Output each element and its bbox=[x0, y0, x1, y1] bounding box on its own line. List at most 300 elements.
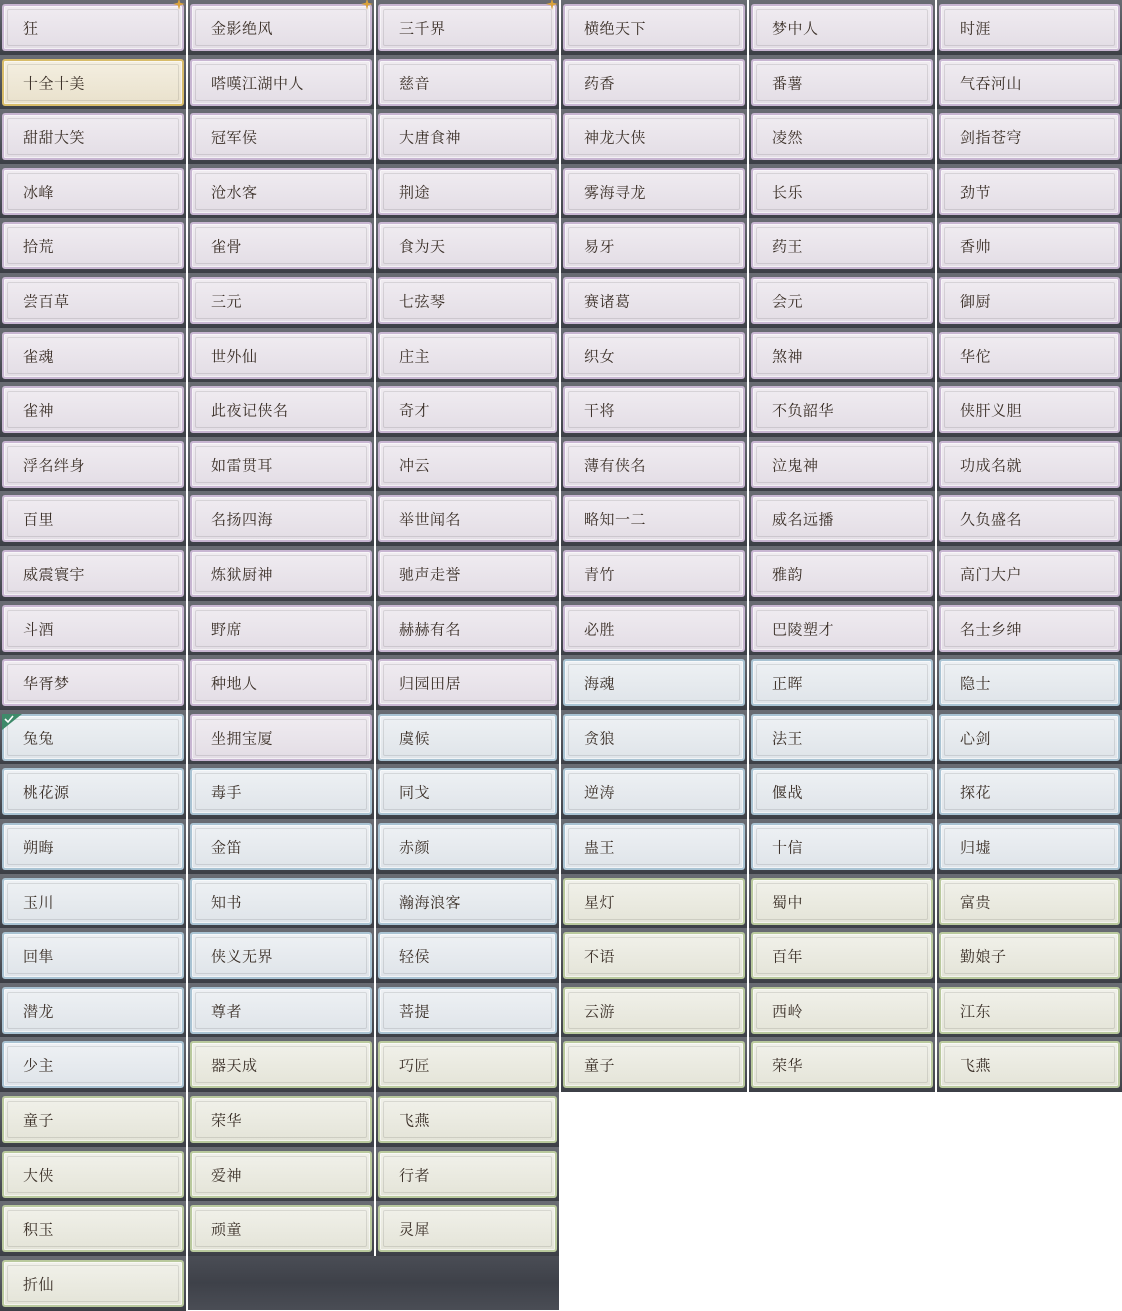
title-button[interactable] bbox=[751, 768, 933, 815]
title-button[interactable] bbox=[190, 550, 372, 597]
title-cell bbox=[937, 0, 1122, 55]
title-cell bbox=[188, 710, 374, 765]
title-label: 世外仙 bbox=[211, 347, 258, 365]
title-button[interactable] bbox=[751, 113, 933, 160]
title-button[interactable] bbox=[563, 987, 745, 1034]
title-button[interactable] bbox=[751, 605, 933, 652]
title-label: 童子 bbox=[584, 1056, 616, 1074]
title-label: 逆涛 bbox=[584, 783, 616, 801]
title-button[interactable] bbox=[378, 768, 557, 815]
title-button[interactable] bbox=[939, 878, 1120, 925]
title-button[interactable] bbox=[2, 113, 184, 160]
title-label: 奇才 bbox=[399, 401, 431, 419]
title-label: 百里 bbox=[23, 510, 55, 528]
title-button[interactable] bbox=[939, 4, 1120, 51]
title-cell bbox=[376, 819, 559, 874]
title-cell bbox=[188, 437, 374, 492]
title-cell bbox=[749, 928, 935, 983]
title-cell bbox=[749, 0, 935, 55]
title-label: 威震寰宇 bbox=[23, 565, 86, 583]
title-cell bbox=[0, 273, 186, 328]
title-button[interactable] bbox=[378, 1205, 557, 1252]
title-label: 兔兔 bbox=[23, 729, 55, 747]
title-button[interactable] bbox=[563, 605, 745, 652]
title-button[interactable] bbox=[563, 386, 745, 433]
title-cell bbox=[749, 710, 935, 765]
title-button[interactable] bbox=[378, 168, 557, 215]
title-cell bbox=[561, 1037, 747, 1092]
title-button[interactable] bbox=[2, 59, 184, 106]
title-label: 侠义无界 bbox=[211, 947, 274, 965]
title-label: 横绝天下 bbox=[584, 19, 647, 37]
title-button[interactable] bbox=[378, 222, 557, 269]
title-button[interactable] bbox=[190, 987, 372, 1034]
title-button[interactable] bbox=[2, 1041, 184, 1088]
title-button[interactable] bbox=[2, 932, 184, 979]
title-button[interactable] bbox=[939, 332, 1120, 379]
title-cell bbox=[376, 764, 559, 819]
title-label: 浮名绊身 bbox=[23, 456, 86, 474]
title-button[interactable] bbox=[751, 332, 933, 379]
title-button[interactable] bbox=[939, 768, 1120, 815]
title-cell bbox=[376, 1092, 559, 1147]
title-button[interactable] bbox=[751, 4, 933, 51]
title-label: 灵犀 bbox=[399, 1220, 431, 1238]
title-cell bbox=[937, 109, 1122, 164]
title-label: 嗒嘆江湖中人 bbox=[211, 74, 305, 92]
title-button[interactable] bbox=[751, 714, 933, 761]
title-label: 七弦琴 bbox=[399, 292, 446, 310]
title-button[interactable] bbox=[2, 168, 184, 215]
title-label: 归墟 bbox=[960, 838, 992, 856]
title-button[interactable] bbox=[751, 823, 933, 870]
title-cell bbox=[561, 382, 747, 437]
title-button[interactable] bbox=[939, 823, 1120, 870]
title-button[interactable] bbox=[563, 332, 745, 379]
title-button[interactable] bbox=[190, 59, 372, 106]
title-label: 高门大户 bbox=[960, 565, 1023, 583]
title-cell bbox=[188, 819, 374, 874]
title-button[interactable] bbox=[190, 659, 372, 706]
title-button[interactable] bbox=[939, 113, 1120, 160]
title-cell bbox=[376, 328, 559, 383]
title-label: 坐拥宝厦 bbox=[211, 729, 274, 747]
title-cell bbox=[188, 928, 374, 983]
title-button[interactable] bbox=[190, 768, 372, 815]
title-cell bbox=[188, 164, 374, 219]
title-label: 赤颜 bbox=[399, 838, 431, 856]
title-label: 雀魂 bbox=[23, 347, 55, 365]
title-label: 行者 bbox=[399, 1166, 431, 1184]
title-button[interactable] bbox=[378, 878, 557, 925]
title-label: 药王 bbox=[772, 237, 804, 255]
title-cell bbox=[376, 109, 559, 164]
title-button[interactable] bbox=[563, 932, 745, 979]
title-label: 剑指苍穹 bbox=[960, 128, 1023, 146]
title-cell bbox=[188, 218, 374, 273]
title-label: 青竹 bbox=[584, 565, 616, 583]
title-label: 凌然 bbox=[772, 128, 804, 146]
title-cell bbox=[561, 874, 747, 929]
title-button[interactable] bbox=[2, 605, 184, 652]
title-button[interactable] bbox=[190, 605, 372, 652]
title-button[interactable] bbox=[939, 987, 1120, 1034]
title-button[interactable] bbox=[378, 113, 557, 160]
title-cell bbox=[376, 491, 559, 546]
title-cell bbox=[749, 655, 935, 710]
title-cell bbox=[0, 109, 186, 164]
title-button[interactable] bbox=[378, 1151, 557, 1198]
title-label: 云游 bbox=[584, 1002, 616, 1020]
title-button[interactable] bbox=[190, 1205, 372, 1252]
title-button[interactable] bbox=[190, 332, 372, 379]
title-label: 荣华 bbox=[211, 1111, 243, 1129]
title-button[interactable] bbox=[190, 1041, 372, 1088]
title-button[interactable] bbox=[563, 495, 745, 542]
empty-slot-background bbox=[188, 1256, 559, 1310]
title-button[interactable] bbox=[563, 714, 745, 761]
title-cell bbox=[0, 601, 186, 656]
title-button[interactable] bbox=[2, 987, 184, 1034]
title-cell bbox=[0, 0, 186, 55]
title-label: 大侠 bbox=[23, 1166, 55, 1184]
title-cell bbox=[188, 109, 374, 164]
title-cell bbox=[376, 164, 559, 219]
title-label: 赛诸葛 bbox=[584, 292, 631, 310]
title-cell bbox=[749, 819, 935, 874]
title-cell bbox=[0, 1201, 186, 1256]
title-label: 知书 bbox=[211, 893, 243, 911]
title-button[interactable] bbox=[2, 441, 184, 488]
star-icon bbox=[546, 0, 558, 10]
title-cell bbox=[749, 55, 935, 110]
title-cell bbox=[749, 491, 935, 546]
title-label: 回隼 bbox=[23, 947, 55, 965]
title-button[interactable] bbox=[190, 386, 372, 433]
title-button[interactable] bbox=[751, 932, 933, 979]
title-label: 积玉 bbox=[23, 1220, 55, 1238]
title-label: 百年 bbox=[772, 947, 804, 965]
title-button[interactable] bbox=[2, 277, 184, 324]
title-label: 干将 bbox=[584, 401, 616, 419]
title-label: 名士乡绅 bbox=[960, 620, 1023, 638]
title-button[interactable] bbox=[2, 550, 184, 597]
title-cell bbox=[937, 273, 1122, 328]
title-button[interactable] bbox=[563, 1041, 745, 1088]
title-button[interactable] bbox=[751, 168, 933, 215]
title-label: 尝百草 bbox=[23, 292, 70, 310]
title-label: 偃战 bbox=[772, 783, 804, 801]
title-button[interactable] bbox=[751, 222, 933, 269]
title-label: 神龙大侠 bbox=[584, 128, 647, 146]
title-label: 煞神 bbox=[772, 347, 804, 365]
title-button[interactable] bbox=[563, 550, 745, 597]
title-label: 食为天 bbox=[399, 237, 446, 255]
title-cell bbox=[561, 328, 747, 383]
title-button[interactable] bbox=[563, 4, 745, 51]
title-cell bbox=[937, 655, 1122, 710]
title-button[interactable] bbox=[2, 659, 184, 706]
title-button[interactable] bbox=[939, 386, 1120, 433]
title-button[interactable] bbox=[378, 714, 557, 761]
title-button[interactable] bbox=[378, 659, 557, 706]
title-button[interactable] bbox=[2, 1151, 184, 1198]
title-button[interactable] bbox=[378, 550, 557, 597]
title-button[interactable] bbox=[2, 1260, 184, 1307]
title-button[interactable] bbox=[2, 714, 184, 761]
title-button[interactable] bbox=[190, 113, 372, 160]
title-label: 久负盛名 bbox=[960, 510, 1023, 528]
title-cell bbox=[188, 1037, 374, 1092]
title-button[interactable] bbox=[939, 277, 1120, 324]
title-label: 雅韵 bbox=[772, 565, 804, 583]
title-cell bbox=[937, 382, 1122, 437]
title-cell bbox=[561, 764, 747, 819]
title-button[interactable] bbox=[190, 441, 372, 488]
title-cell bbox=[188, 55, 374, 110]
title-cell bbox=[561, 819, 747, 874]
title-cell bbox=[188, 1201, 374, 1256]
title-label: 庄主 bbox=[399, 347, 431, 365]
title-cell bbox=[749, 601, 935, 656]
title-button[interactable] bbox=[563, 168, 745, 215]
title-button[interactable] bbox=[2, 768, 184, 815]
title-label: 不语 bbox=[584, 947, 616, 965]
title-cell bbox=[0, 382, 186, 437]
title-cell bbox=[561, 164, 747, 219]
title-label: 玉川 bbox=[23, 893, 55, 911]
title-cell bbox=[376, 382, 559, 437]
title-button[interactable] bbox=[378, 605, 557, 652]
title-button[interactable] bbox=[190, 168, 372, 215]
title-button[interactable] bbox=[190, 714, 372, 761]
title-label: 冲云 bbox=[399, 456, 431, 474]
title-cell bbox=[749, 546, 935, 601]
title-button[interactable] bbox=[378, 332, 557, 379]
title-cell bbox=[937, 874, 1122, 929]
title-button[interactable] bbox=[190, 823, 372, 870]
title-label: 十全十美 bbox=[23, 74, 86, 92]
title-label: 长乐 bbox=[772, 183, 804, 201]
title-cell bbox=[0, 164, 186, 219]
title-button[interactable] bbox=[939, 1041, 1120, 1088]
title-cell bbox=[188, 491, 374, 546]
title-button[interactable] bbox=[563, 222, 745, 269]
title-button[interactable] bbox=[378, 495, 557, 542]
title-button[interactable] bbox=[751, 386, 933, 433]
title-label: 野席 bbox=[211, 620, 243, 638]
title-button[interactable] bbox=[563, 59, 745, 106]
title-label: 潜龙 bbox=[23, 1002, 55, 1020]
title-button[interactable] bbox=[939, 441, 1120, 488]
title-label: 冠军侯 bbox=[211, 128, 258, 146]
title-label: 药香 bbox=[584, 74, 616, 92]
title-cell bbox=[937, 1037, 1122, 1092]
title-button[interactable] bbox=[563, 659, 745, 706]
title-cell bbox=[561, 655, 747, 710]
title-cell bbox=[376, 1201, 559, 1256]
title-button[interactable] bbox=[378, 4, 557, 51]
title-label: 略知一二 bbox=[584, 510, 647, 528]
title-label: 器天成 bbox=[211, 1056, 258, 1074]
title-label: 斗酒 bbox=[23, 620, 55, 638]
title-label: 金影绝风 bbox=[211, 19, 274, 37]
title-button[interactable] bbox=[190, 878, 372, 925]
title-label: 举世闻名 bbox=[399, 510, 462, 528]
title-cell bbox=[0, 764, 186, 819]
title-label: 香帅 bbox=[960, 237, 992, 255]
title-label: 劲节 bbox=[960, 183, 992, 201]
title-cell bbox=[749, 164, 935, 219]
title-cell bbox=[561, 928, 747, 983]
title-button[interactable] bbox=[378, 932, 557, 979]
title-label: 桃花源 bbox=[23, 783, 70, 801]
title-button[interactable] bbox=[751, 1041, 933, 1088]
title-cell bbox=[376, 218, 559, 273]
title-button[interactable] bbox=[939, 932, 1120, 979]
title-button[interactable] bbox=[939, 168, 1120, 215]
title-cell bbox=[937, 437, 1122, 492]
title-label: 朔晦 bbox=[23, 838, 55, 856]
title-button[interactable] bbox=[2, 823, 184, 870]
title-label: 飞燕 bbox=[960, 1056, 992, 1074]
title-label: 贪狼 bbox=[584, 729, 616, 747]
title-button[interactable] bbox=[939, 495, 1120, 542]
title-cell bbox=[0, 1147, 186, 1202]
title-button[interactable] bbox=[378, 277, 557, 324]
title-button[interactable] bbox=[751, 441, 933, 488]
title-button[interactable] bbox=[378, 1096, 557, 1143]
title-button[interactable] bbox=[939, 714, 1120, 761]
title-cell bbox=[376, 928, 559, 983]
title-label: 瀚海浪客 bbox=[399, 893, 462, 911]
title-cell bbox=[376, 655, 559, 710]
title-cell bbox=[188, 655, 374, 710]
title-label: 必胜 bbox=[584, 620, 616, 638]
title-cell bbox=[0, 1256, 186, 1311]
title-label: 勤娘子 bbox=[960, 947, 1007, 965]
title-button[interactable] bbox=[378, 823, 557, 870]
title-cell bbox=[188, 874, 374, 929]
title-label: 江东 bbox=[960, 1002, 992, 1020]
title-cell bbox=[0, 1037, 186, 1092]
title-cell bbox=[188, 983, 374, 1038]
title-cell bbox=[188, 764, 374, 819]
title-label: 拾荒 bbox=[23, 237, 55, 255]
title-button[interactable] bbox=[751, 495, 933, 542]
title-button[interactable] bbox=[2, 332, 184, 379]
title-button[interactable] bbox=[939, 550, 1120, 597]
title-label: 菩提 bbox=[399, 1002, 431, 1020]
title-label: 织女 bbox=[584, 347, 616, 365]
title-label: 同戈 bbox=[399, 783, 431, 801]
title-button[interactable] bbox=[563, 878, 745, 925]
title-cell bbox=[188, 0, 374, 55]
title-label: 尊者 bbox=[211, 1002, 243, 1020]
title-cell bbox=[561, 546, 747, 601]
title-button[interactable] bbox=[939, 59, 1120, 106]
title-button[interactable] bbox=[190, 932, 372, 979]
title-button[interactable] bbox=[190, 222, 372, 269]
title-button[interactable] bbox=[2, 495, 184, 542]
title-button[interactable] bbox=[190, 495, 372, 542]
title-button[interactable] bbox=[751, 277, 933, 324]
title-label: 心剑 bbox=[960, 729, 992, 747]
title-button[interactable] bbox=[563, 441, 745, 488]
title-cell bbox=[561, 0, 747, 55]
title-button[interactable] bbox=[190, 1151, 372, 1198]
title-cell bbox=[0, 983, 186, 1038]
title-button[interactable] bbox=[2, 222, 184, 269]
title-cell bbox=[937, 710, 1122, 765]
title-label: 蜀中 bbox=[772, 893, 804, 911]
title-label: 雀骨 bbox=[211, 237, 243, 255]
title-button[interactable] bbox=[2, 1205, 184, 1252]
title-label: 隐士 bbox=[960, 674, 992, 692]
title-cell bbox=[937, 764, 1122, 819]
title-label: 童子 bbox=[23, 1111, 55, 1129]
title-button[interactable] bbox=[190, 277, 372, 324]
title-label: 番薯 bbox=[772, 74, 804, 92]
title-cell bbox=[376, 874, 559, 929]
title-cell bbox=[376, 983, 559, 1038]
title-cell bbox=[937, 328, 1122, 383]
title-button[interactable] bbox=[378, 386, 557, 433]
title-label: 荆途 bbox=[399, 183, 431, 201]
title-button[interactable] bbox=[751, 550, 933, 597]
title-label: 侠肝义胆 bbox=[960, 401, 1023, 419]
title-cell bbox=[937, 55, 1122, 110]
title-button[interactable] bbox=[751, 878, 933, 925]
title-label: 华胥梦 bbox=[23, 674, 70, 692]
title-button[interactable] bbox=[2, 386, 184, 433]
title-cell bbox=[749, 273, 935, 328]
title-button[interactable] bbox=[939, 659, 1120, 706]
title-label: 大唐食神 bbox=[399, 128, 462, 146]
title-label: 金笛 bbox=[211, 838, 243, 856]
title-button[interactable] bbox=[378, 59, 557, 106]
title-button[interactable] bbox=[751, 59, 933, 106]
title-button[interactable] bbox=[751, 987, 933, 1034]
title-label: 蛊王 bbox=[584, 838, 616, 856]
title-button[interactable] bbox=[751, 659, 933, 706]
title-button[interactable] bbox=[2, 1096, 184, 1143]
title-button[interactable] bbox=[939, 222, 1120, 269]
title-button[interactable] bbox=[190, 1096, 372, 1143]
title-label: 爱神 bbox=[211, 1166, 243, 1184]
title-button[interactable] bbox=[563, 823, 745, 870]
title-label: 折仙 bbox=[23, 1275, 55, 1293]
title-button[interactable] bbox=[939, 605, 1120, 652]
title-button[interactable] bbox=[2, 4, 184, 51]
title-button[interactable] bbox=[563, 768, 745, 815]
title-button[interactable] bbox=[378, 987, 557, 1034]
title-label: 狂 bbox=[23, 19, 39, 37]
title-button[interactable] bbox=[378, 1041, 557, 1088]
title-button[interactable] bbox=[2, 878, 184, 925]
title-button[interactable] bbox=[378, 441, 557, 488]
title-button[interactable] bbox=[563, 277, 745, 324]
title-label: 功成名就 bbox=[960, 456, 1023, 474]
star-icon bbox=[361, 0, 373, 10]
title-cell bbox=[0, 655, 186, 710]
title-cell bbox=[749, 983, 935, 1038]
title-label: 炼狱厨神 bbox=[211, 565, 274, 583]
title-cell bbox=[376, 0, 559, 55]
title-button[interactable] bbox=[190, 4, 372, 51]
title-cell bbox=[0, 710, 186, 765]
title-button[interactable] bbox=[563, 113, 745, 160]
